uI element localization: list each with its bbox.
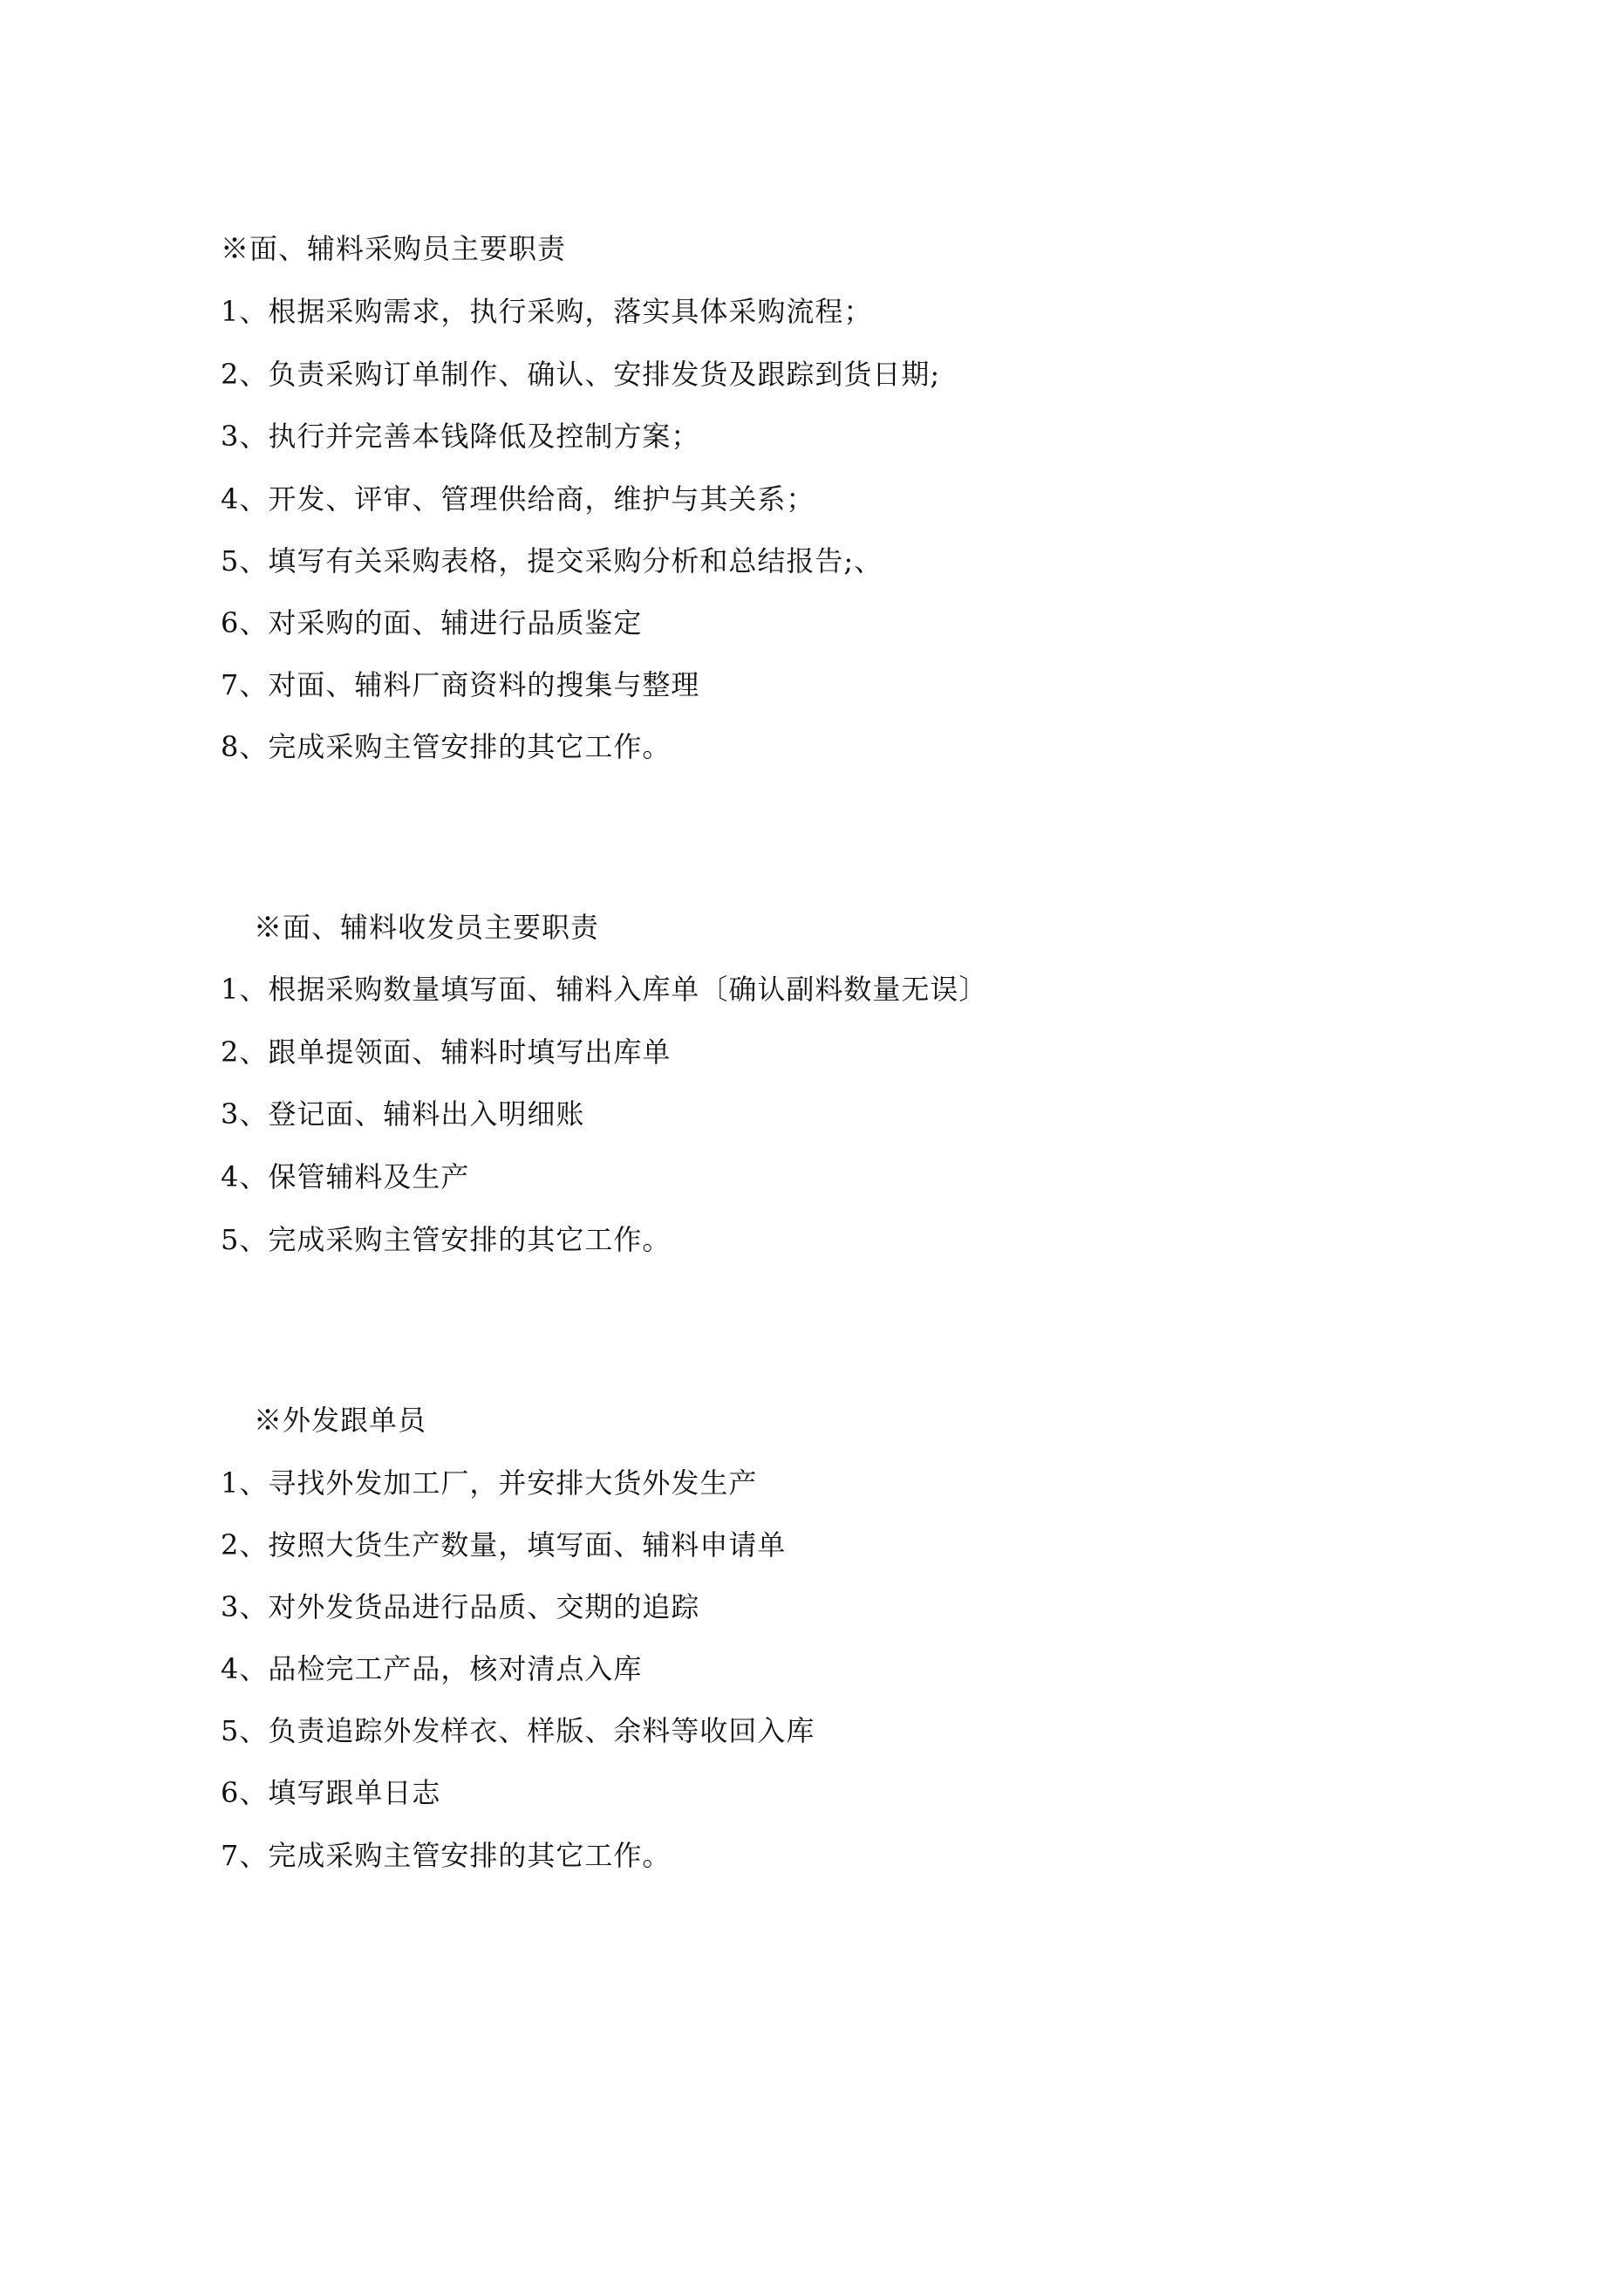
list-item: 1、寻找外发加工厂，并安排大货外发生产 bbox=[221, 1466, 758, 1500]
list-item: 3、登记面、辅料出入明细账 bbox=[221, 1097, 585, 1131]
list-item: 6、对采购的面、辅进行品质鉴定 bbox=[221, 606, 643, 639]
list-item: 2、按照大货生产数量，填写面、辅料申请单 bbox=[221, 1528, 787, 1561]
section-heading: ※面、辅料采购员主要职责 bbox=[221, 232, 567, 265]
list-item: 5、完成采购主管安排的其它工作。 bbox=[221, 1223, 672, 1256]
list-item: 4、保管辅料及生产 bbox=[221, 1160, 470, 1193]
list-item: 4、开发、评审、管理供给商，维护与其关系； bbox=[221, 482, 815, 516]
list-item: 4、品检完工产品，核对清点入库 bbox=[221, 1652, 643, 1685]
list-item: 3、对外发货品进行品质、交期的追踪 bbox=[221, 1590, 700, 1623]
list-item: 7、完成采购主管安排的其它工作。 bbox=[221, 1839, 672, 1872]
list-item: 2、负责采购订单制作、确认、安排发货及跟踪到货日期; bbox=[221, 358, 941, 391]
section-heading: ※外发跟单员 bbox=[254, 1404, 427, 1437]
list-item: 1、根据采购需求，执行采购，落实具体采购流程； bbox=[221, 295, 873, 328]
list-item: 8、完成采购主管安排的其它工作。 bbox=[221, 730, 672, 763]
list-item: 5、负责追踪外发样衣、样版、余料等收回入库 bbox=[221, 1714, 815, 1747]
list-item: 1、根据采购数量填写面、辅料入库单〔确认副料数量无误〕 bbox=[221, 973, 988, 1006]
list-item: 7、对面、辅料厂商资料的搜集与整理 bbox=[221, 668, 700, 701]
list-item: 6、填写跟单日志 bbox=[221, 1776, 441, 1809]
list-item: 2、跟单提领面、辅料时填写出库单 bbox=[221, 1035, 672, 1069]
list-item: 3、执行并完善本钱降低及控制方案； bbox=[221, 420, 700, 453]
list-item: 5、填写有关采购表格，提交采购分析和总结报告;、 bbox=[221, 544, 883, 577]
section-heading: ※面、辅料收发员主要职责 bbox=[254, 911, 600, 944]
